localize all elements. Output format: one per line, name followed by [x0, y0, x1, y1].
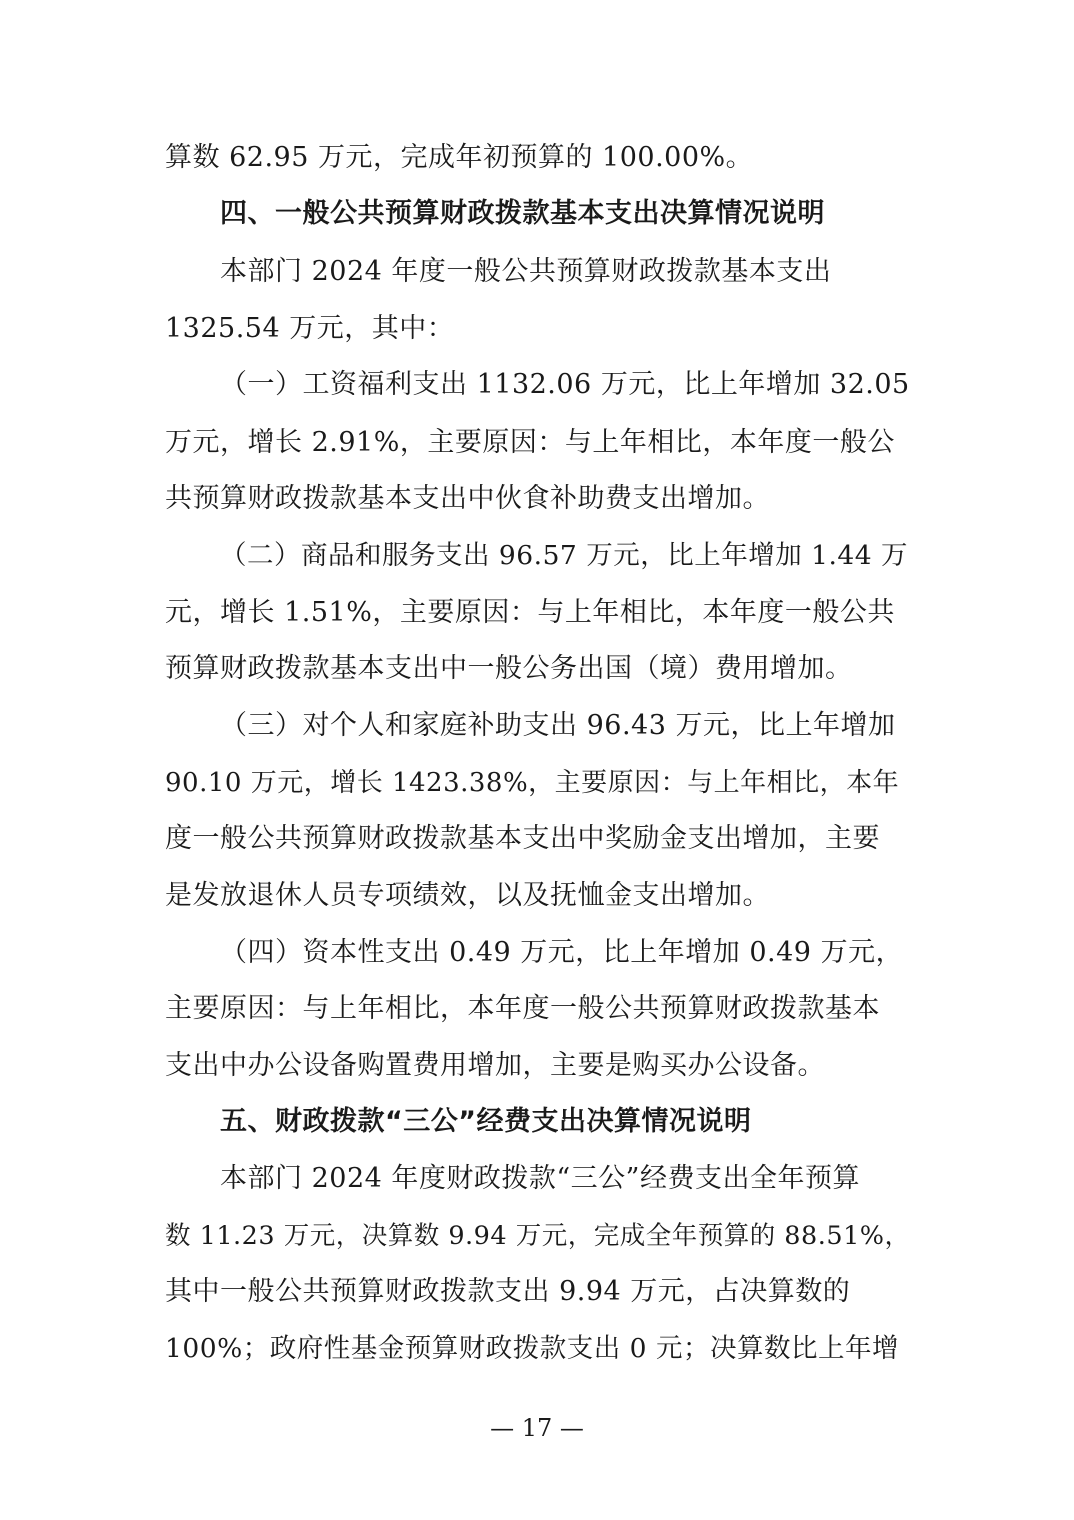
- body-line-10: 预算财政拨款基本支出中一般公务出国（境）费用增加。: [165, 653, 853, 684]
- body-line-4: 1325.54 万元，其中：: [165, 313, 455, 344]
- section-heading-5: 五、财政拨款“三公”经费支出决算情况说明: [220, 1106, 752, 1137]
- body-line-1: 算数 62.95 万元，完成年初预算的 100.00%。: [165, 142, 754, 173]
- body-line-13: 度一般公共预算财政拨款基本支出中奖励金支出增加，主要: [165, 823, 880, 854]
- body-line-5: （一）工资福利支出 1132.06 万元，比上年增加 32.05: [220, 369, 910, 400]
- body-line-16: 主要原因：与上年相比，本年度一般公共预算财政拨款基本: [165, 993, 880, 1024]
- body-line-6: 万元，增长 2.91%，主要原因：与上年相比，本年度一般公: [165, 427, 895, 458]
- body-line-9: 元，增长 1.51%，主要原因：与上年相比，本年度一般公共: [165, 597, 895, 628]
- body-line-11: （三）对个人和家庭补助支出 96.43 万元，比上年增加: [220, 710, 896, 741]
- body-line-8: （二）商品和服务支出 96.57 万元，比上年增加 1.44 万: [220, 540, 909, 571]
- body-line-22: 100%；政府性基金预算财政拨款支出 0 元；决算数比上年增: [165, 1333, 899, 1364]
- body-line-3: 本部门 2024 年度一般公共预算财政拨款基本支出: [220, 256, 832, 287]
- body-line-20: 数 11.23 万元，决算数 9.94 万元，完成全年预算的 88.51%，: [165, 1221, 911, 1251]
- body-line-12: 90.10 万元，增长 1423.38%，主要原因：与上年相比，本年: [165, 768, 900, 798]
- body-line-14: 是发放退休人员专项绩效，以及抚恤金支出增加。: [165, 880, 770, 911]
- body-line-19: 本部门 2024 年度财政拨款“三公”经费支出全年预算: [220, 1163, 860, 1194]
- page-number: — 17 —: [490, 1414, 584, 1442]
- body-line-7: 共预算财政拨款基本支出中伙食补助费支出增加。: [165, 483, 770, 514]
- body-line-15: （四）资本性支出 0.49 万元，比上年增加 0.49 万元，: [220, 937, 904, 968]
- body-line-21: 其中一般公共预算财政拨款支出 9.94 万元，占决算数的: [165, 1276, 851, 1307]
- section-heading-4: 四、一般公共预算财政拨款基本支出决算情况说明: [220, 198, 825, 229]
- body-line-17: 支出中办公设备购置费用增加，主要是购买办公设备。: [165, 1050, 825, 1081]
